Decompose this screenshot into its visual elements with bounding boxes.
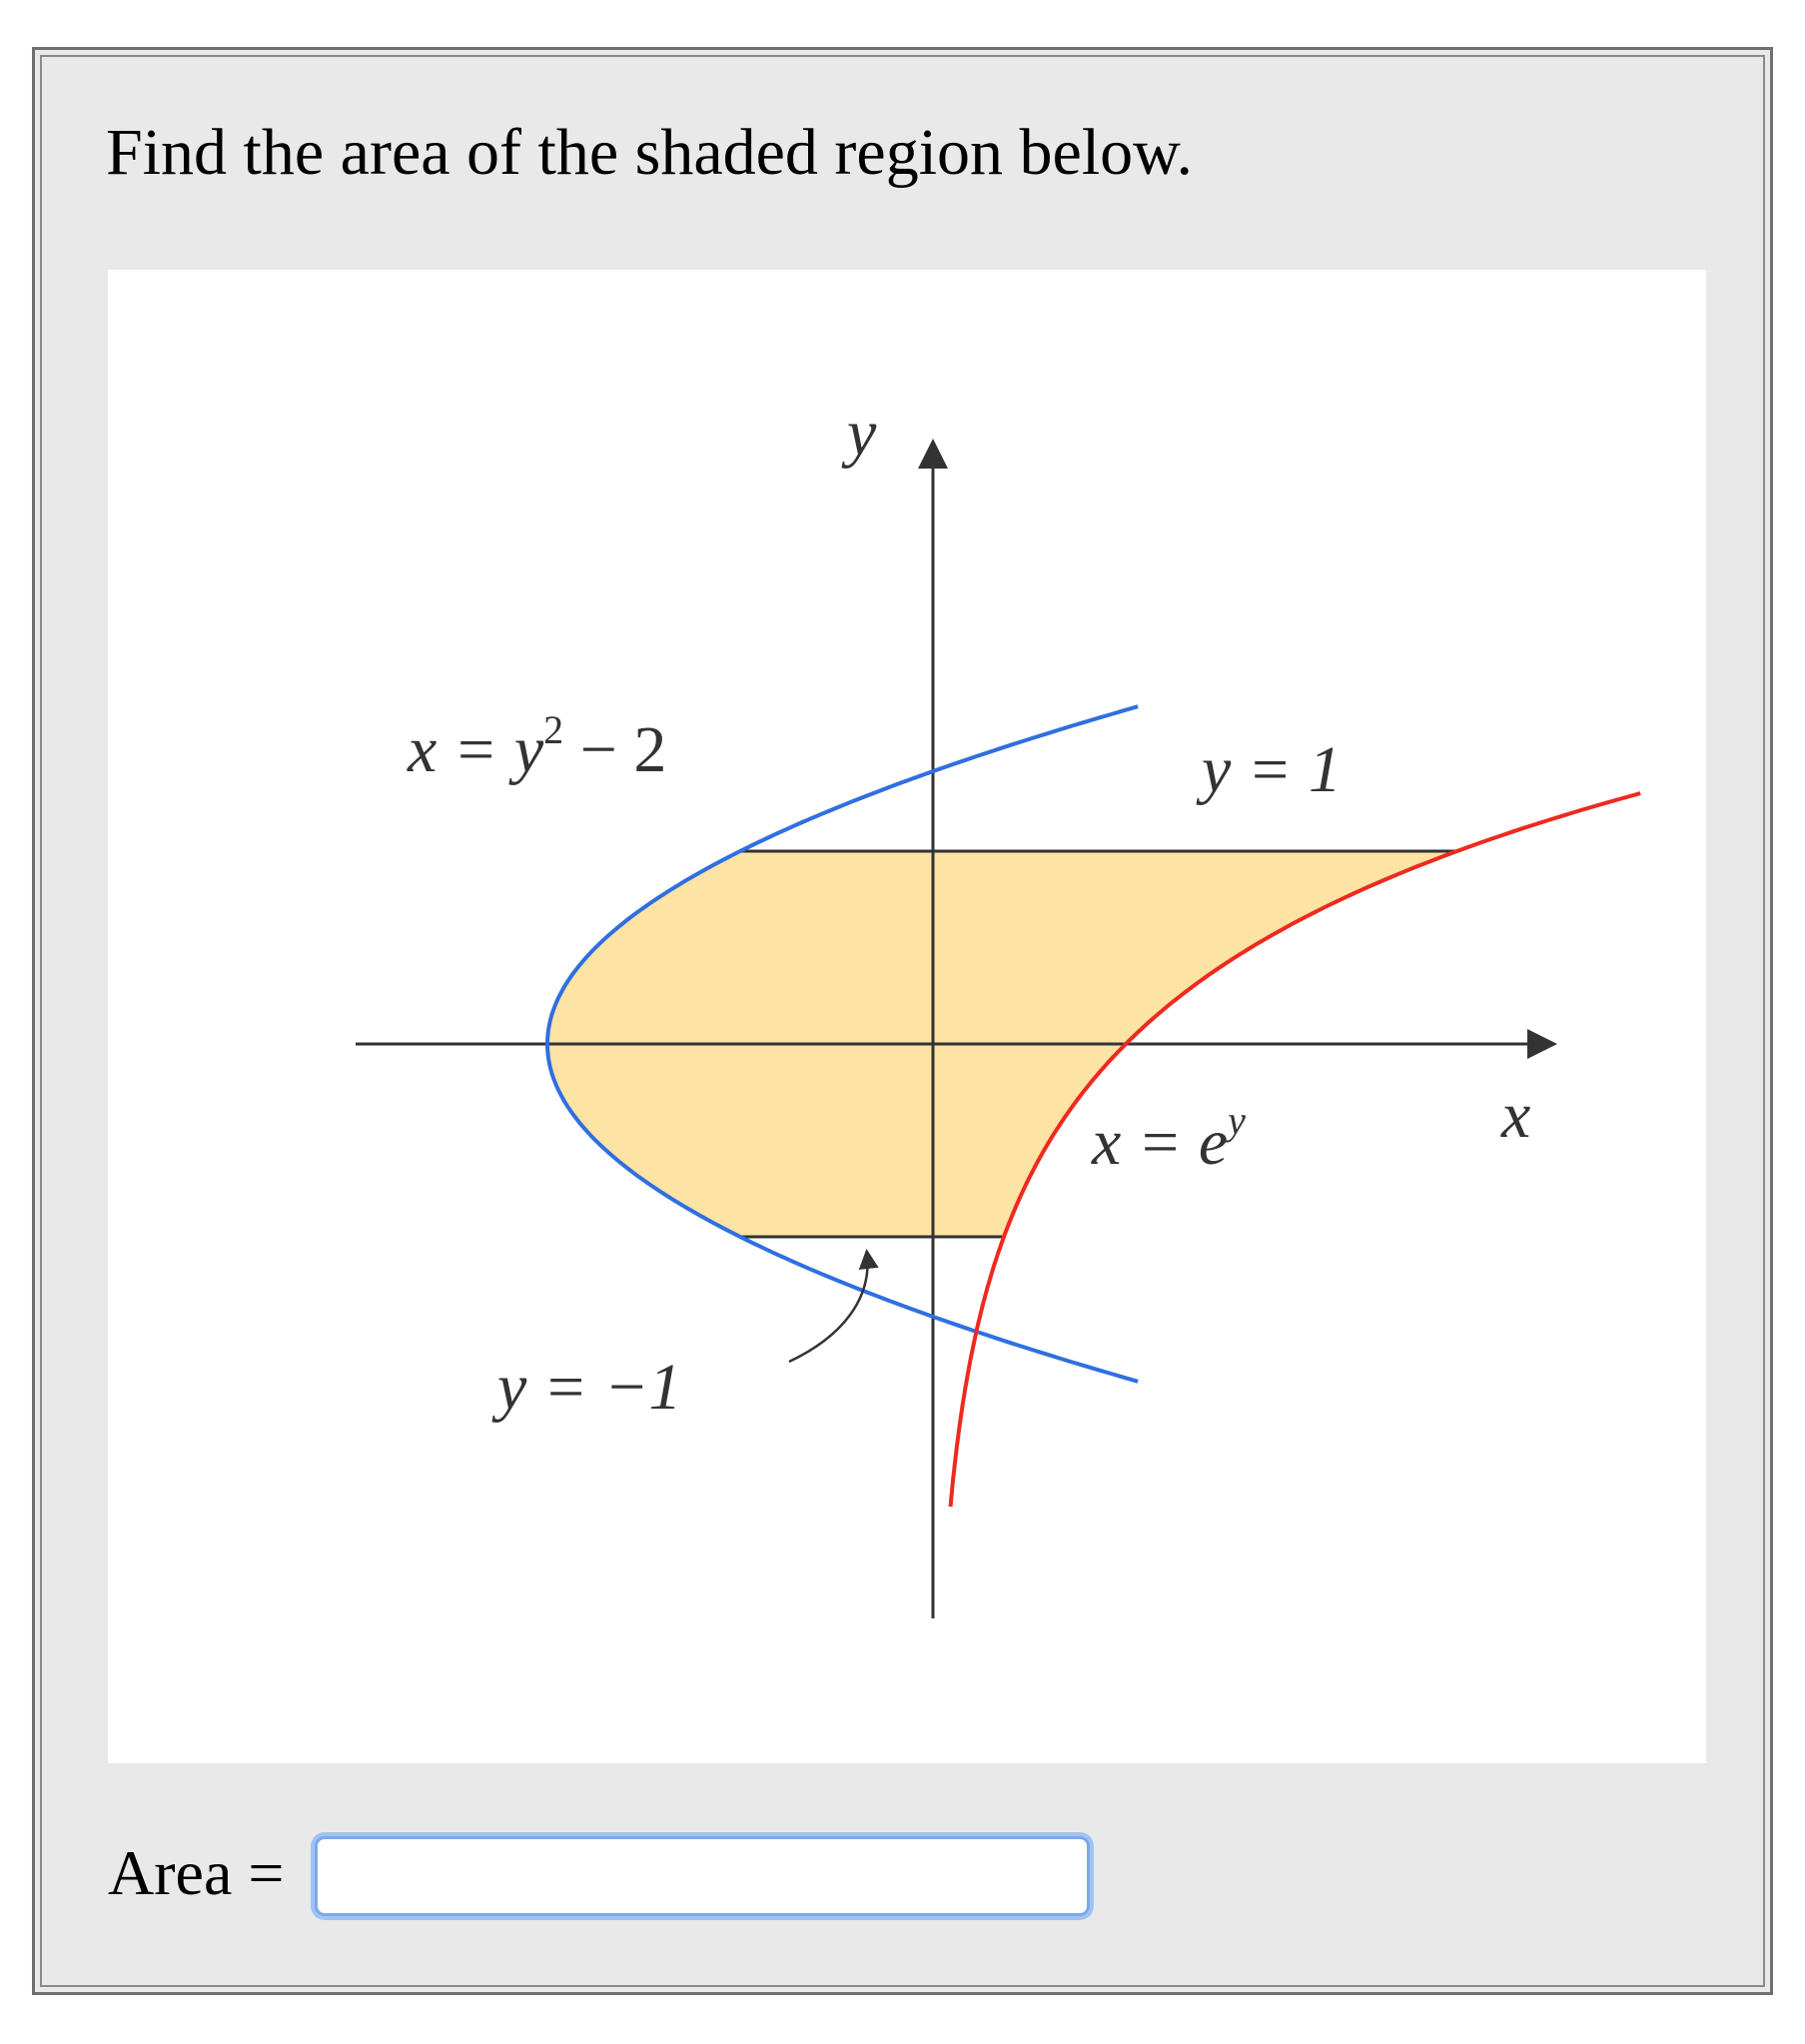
figure-panel bbox=[108, 270, 1706, 1763]
y-neg1-pointer-arrow bbox=[789, 1254, 868, 1362]
area-input[interactable] bbox=[315, 1836, 1090, 1916]
line-top-label: y = 1 bbox=[1202, 733, 1342, 806]
y-axis-label: y bbox=[847, 397, 877, 470]
line-bottom-label: y = −1 bbox=[497, 1351, 682, 1424]
parabola-label: $x = y^2 - 2$ bbox=[408, 707, 667, 786]
exp-label: $x = e^y$ bbox=[1092, 1098, 1246, 1179]
x-axis-label: x bbox=[1501, 1079, 1531, 1152]
area-label: Area = bbox=[108, 1837, 285, 1908]
question-prompt: Find the area of the shaded region below. bbox=[106, 116, 1194, 189]
region-figure bbox=[108, 270, 1706, 1763]
